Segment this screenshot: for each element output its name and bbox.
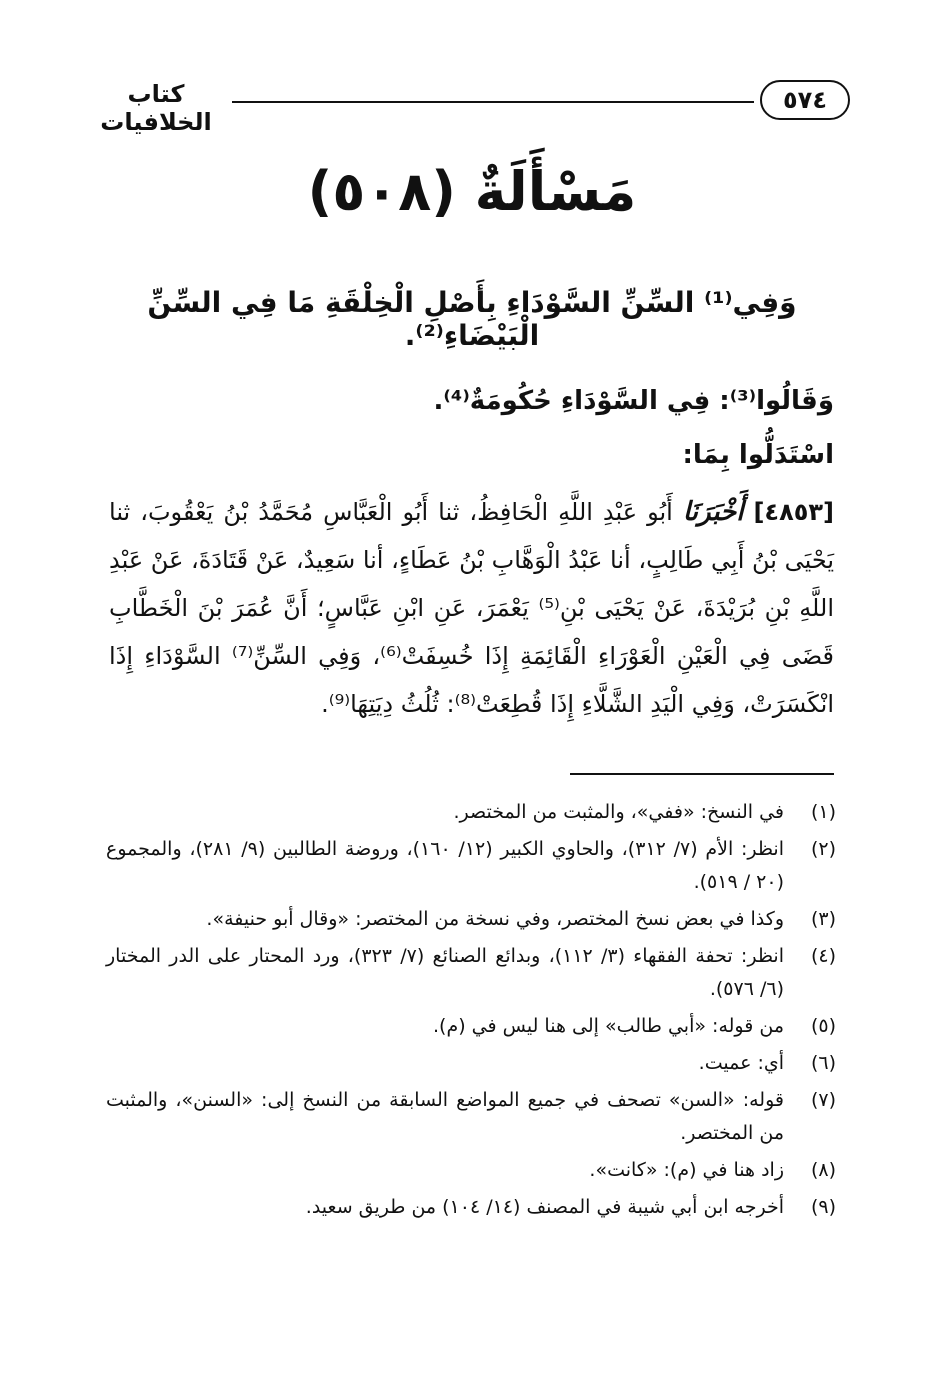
footnote-text: انظر: تحفة الفقهاء (٣/ ١١٢)، وبدائع الصنائع (٧/ ٣٢٣)، ورد المحتار على الدر المختار (٦/ ٥٧٦). xyxy=(106,945,784,1000)
footnote-number: (٩) xyxy=(810,1196,836,1218)
footnote xyxy=(106,1191,836,1224)
footnote-text: انظر: الأم (٧/ ٣١٢)، والحاوي الكبير (١٢/ ١٦٠)، وروضة الطالبين (٩/ ٢٨١)، والمجموع (٢٠ / ٥١٩). xyxy=(106,838,784,893)
footnote xyxy=(106,1084,836,1150)
footnote-text: وكذا في بعض نسخ المختصر، وفي نسخة من المختصر: «وقال أبو حنيفة». xyxy=(206,908,784,930)
footnote-text: من قوله: «أبي طالب» إلى هنا ليس في (م). xyxy=(433,1015,784,1037)
masala-title: مَسْأَلَةٌ (٥٠٨) xyxy=(307,160,637,223)
qalu-statement: وَقَالُوا⁽³⁾: فِي السَّوْدَاءِ حُكُومَةٌ⁽⁴⁾. xyxy=(433,386,834,416)
footnote-number: (١) xyxy=(810,801,836,823)
footnote-number: (٢) xyxy=(810,838,836,860)
footnote-separator xyxy=(570,773,834,775)
hadith-paragraph xyxy=(109,488,834,728)
footnote-text: قوله: «السن» تصحف في جميع المواضع السابقة من النسخ إلى: «السنن»، والمثبت من المختصر. xyxy=(106,1089,784,1144)
footnote-text: أخرجه ابن أبي شيبة في المصنف (١٤/ ١٠٤) من طريق سعيد. xyxy=(305,1196,784,1218)
footnote-text: زاد هنا في (م): «كانت». xyxy=(589,1159,784,1181)
footnote xyxy=(106,1010,836,1043)
footnotes xyxy=(106,796,836,1228)
footnote-number: (٨) xyxy=(810,1159,836,1181)
footnote xyxy=(106,796,836,829)
hadith-akhbarana: أَخْبَرَنَا xyxy=(682,497,744,527)
header-rule xyxy=(232,101,754,103)
footnote xyxy=(106,833,836,899)
page-number: ٥٧٤ xyxy=(760,80,850,120)
footnote-number: (٥) xyxy=(810,1015,836,1037)
footnote xyxy=(106,903,836,936)
footnote xyxy=(106,1154,836,1187)
footnote-number: (٤) xyxy=(810,945,836,967)
footnote-number: (٧) xyxy=(810,1089,836,1111)
hadith-text: أَبُو عَبْدِ اللَّهِ الْحَافِظُ، ثنا أَبُو الْعَبَّاسِ مُحَمَّدُ بْنُ يَعْقُوبَ، ثنا يَحْيَى بْنُ أَبِي طَالِبٍ، أنا عَبْدُ الْوَهَّابِ بْنُ عَطَاءٍ، أنا سَعِيدٌ، عَنْ قَتَادَةَ، عَنْ عَبْدِ اللَّهِ بْنِ بُرَيْدَةَ، عَنْ يَحْيَى بْنِ⁽⁵⁾ يَعْمَرَ، عَنِ ابْنِ عَبَّاسٍ؛ أَنَّ عُمَرَ بْنَ الْخَطَّابِ قَضَى فِي الْعَيْنِ الْعَوْرَاءِ الْقَائِمَةِ إِذَا خُسِفَتْ⁽⁶⁾، وَفِي السِّنِّ⁽⁷⁾ السَّوْدَاءِ إِذَا انْكَسَرَتْ، وَفِي الْيَدِ الشَّلَّاءِ إِذَا قُطِعَتْ⁽⁸⁾: ثُلُثُ دِيَتِهَا⁽⁹⁾. xyxy=(109,498,834,718)
footnote-number: (٣) xyxy=(810,908,836,930)
hadith-number: [٤٨٥٣] xyxy=(753,498,834,526)
main-statement: وَفِي⁽¹⁾ السِّنِّ السَّوْدَاءِ بِأَصْلِ الْخِلْقَةِ مَا فِي السِّنِّ الْبَيْضَاءِ⁽²⁾. xyxy=(147,286,797,352)
page-header xyxy=(90,74,850,136)
book-title: كتاب الخلافيات xyxy=(100,80,212,136)
footnote-text: في النسخ: «ففي»، والمثبت من المختصر. xyxy=(453,801,784,823)
footnote xyxy=(106,1047,836,1080)
istadallu-heading: اسْتَدَلُّوا بِمَا: xyxy=(682,440,834,470)
footnote-text: أي: عميت. xyxy=(698,1052,784,1074)
footnote xyxy=(106,940,836,1006)
footnote-number: (٦) xyxy=(810,1052,836,1074)
